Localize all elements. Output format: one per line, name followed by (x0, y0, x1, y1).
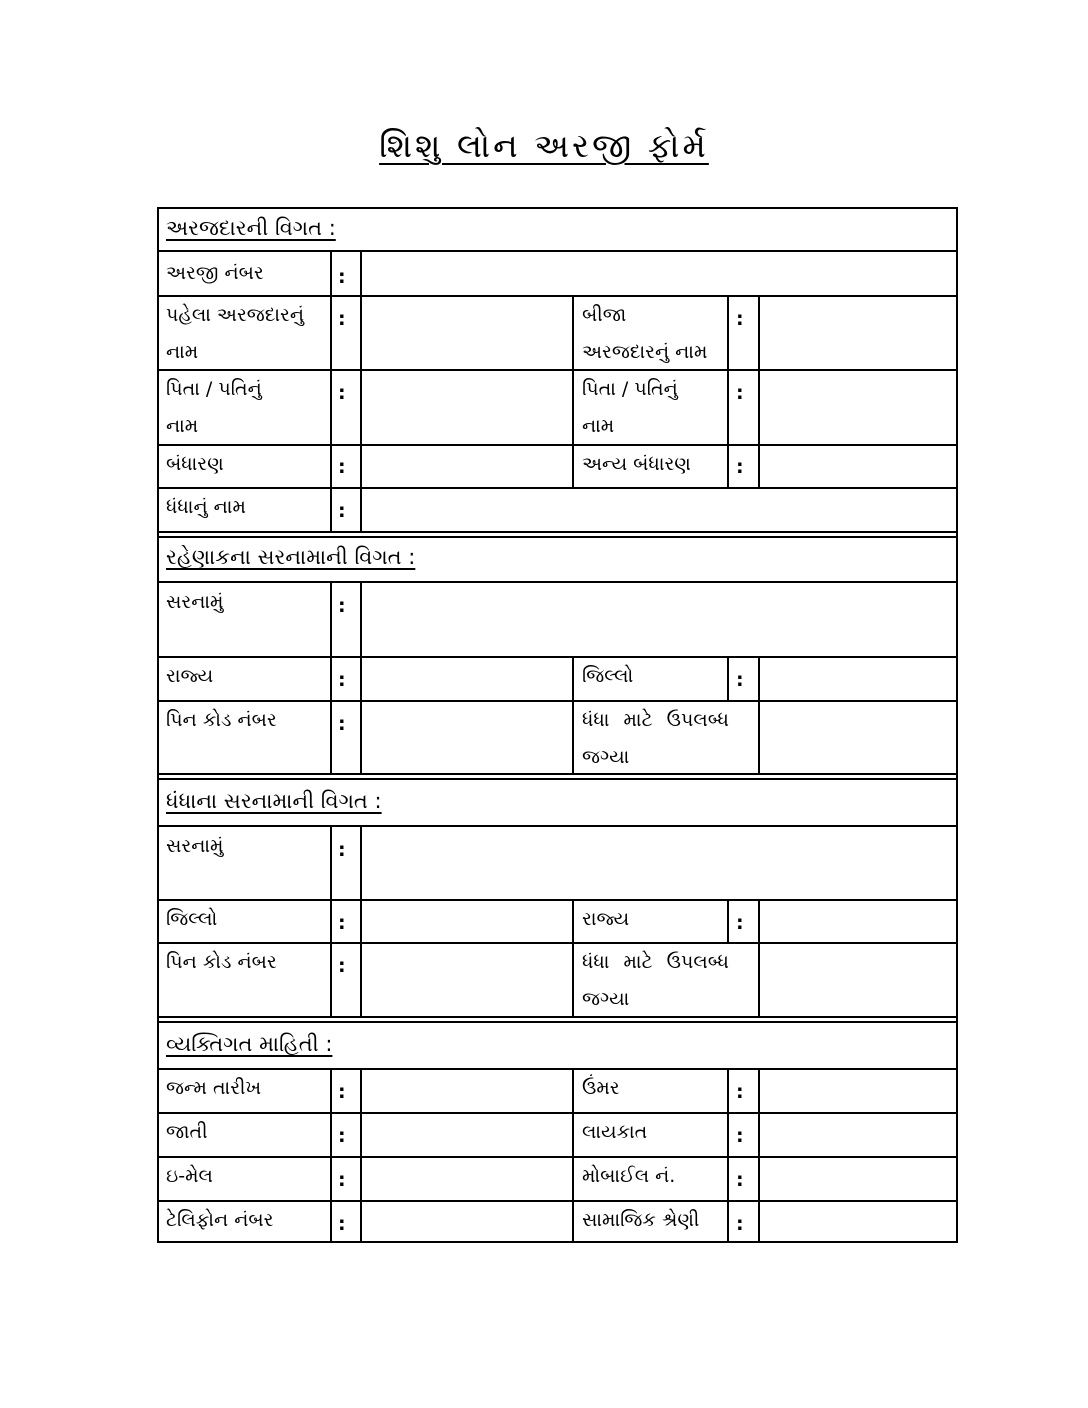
application-no-field[interactable] (362, 252, 956, 294)
label-social-category: સામાજિક શ્રેણી (582, 1209, 700, 1231)
label-second-applicant-name: બીજા અરજદારનું નામ (582, 304, 708, 363)
section-heading-residence: રહેણાકના સરનામાની વિગત : (166, 545, 416, 569)
colon: : (338, 1125, 346, 1147)
email-field[interactable] (362, 1158, 571, 1199)
colon: : (736, 1081, 744, 1103)
business-address-field[interactable] (362, 827, 956, 898)
form-title: શિશુ લોન અરજી ફોર્મ (379, 126, 709, 165)
colon: : (338, 839, 346, 861)
colon: : (736, 912, 744, 934)
colon: : (338, 1169, 346, 1191)
label-age: ઉંમર (582, 1077, 620, 1099)
label-residence-district: જિલ્લો (582, 665, 634, 687)
label-application-no: અરજી નંબર (166, 262, 264, 284)
business-place-field[interactable] (760, 944, 956, 1015)
colon: : (338, 595, 346, 617)
residence-address-field[interactable] (362, 583, 956, 655)
first-applicant-name-field[interactable] (362, 297, 571, 368)
residence-state-field[interactable] (362, 658, 571, 699)
constitution-field[interactable] (362, 446, 571, 486)
label-email: ઇ-મેલ (166, 1165, 213, 1187)
social-category-field[interactable] (760, 1202, 956, 1242)
telephone-field[interactable] (362, 1202, 571, 1242)
label-father-husband-name-1: પિતા / પતિનું નામ (166, 378, 262, 437)
colon: : (338, 308, 346, 330)
dob-field[interactable] (362, 1070, 571, 1111)
colon: : (338, 382, 346, 404)
colon: : (736, 308, 744, 330)
colon: : (736, 669, 744, 691)
label-business-address: સરનામું (166, 835, 224, 857)
label-mobile: મોબાઈલ નં. (582, 1165, 676, 1187)
colon: : (736, 382, 744, 404)
second-applicant-name-field[interactable] (760, 297, 956, 368)
business-district-field[interactable] (362, 901, 571, 941)
age-field[interactable] (760, 1070, 956, 1111)
colon: : (736, 1125, 744, 1147)
colon: : (338, 669, 346, 691)
colon: : (736, 1213, 744, 1235)
label-father-husband-name-2: પિતા / પતિનું નામ (582, 378, 678, 437)
colon: : (736, 456, 744, 478)
colon: : (338, 713, 346, 735)
label-business-pin: પિન કોડ નંબર (166, 951, 277, 973)
label-telephone: ટેલિફોન નંબર (166, 1209, 274, 1231)
label-first-applicant-name: પહેલા અરજદારનું નામ (166, 304, 304, 363)
label-residence-business-place: ધંધા માટે ઉપલબ્ધ જગ્યા (582, 709, 729, 768)
mobile-field[interactable] (760, 1158, 956, 1199)
label-business-district: જિલ્લો (166, 908, 218, 930)
caste-field[interactable] (362, 1114, 571, 1155)
colon: : (338, 1081, 346, 1103)
label-residence-address: સરનામું (166, 591, 224, 613)
label-dob: જન્મ તારીખ (166, 1077, 262, 1099)
section-heading-business: ધંધાના સરનામાની વિગત : (166, 789, 382, 813)
residence-pin-field[interactable] (362, 702, 571, 772)
father-husband-name-1-field[interactable] (362, 371, 571, 443)
business-name-field[interactable] (362, 489, 956, 530)
business-pin-field[interactable] (362, 944, 571, 1015)
label-residence-state: રાજ્ય (166, 665, 214, 687)
colon: : (338, 955, 346, 977)
qualification-field[interactable] (760, 1114, 956, 1155)
colon: : (338, 912, 346, 934)
other-constitution-field[interactable] (760, 446, 956, 486)
residence-district-field[interactable] (760, 658, 956, 699)
colon: : (338, 456, 346, 478)
residence-business-place-field[interactable] (760, 702, 956, 772)
section-heading-personal: વ્યક્તિગત માહિતી : (166, 1032, 333, 1056)
label-business-name: ધંધાનું નામ (166, 496, 246, 518)
father-husband-name-2-field[interactable] (760, 371, 956, 443)
label-other-constitution: અન્ય બંધારણ (582, 453, 691, 475)
label-constitution: બંધારણ (166, 453, 224, 475)
colon: : (338, 500, 346, 522)
colon: : (736, 1169, 744, 1191)
business-state-field[interactable] (760, 901, 956, 941)
colon: : (338, 1213, 346, 1235)
section-heading-applicant: અરજદારની વિગત : (166, 216, 336, 240)
label-business-state: રાજ્ય (582, 908, 630, 930)
label-qualification: લાયકાત (582, 1121, 648, 1143)
label-caste: જાતી (166, 1121, 208, 1143)
colon: : (338, 266, 346, 288)
label-residence-pin: પિન કોડ નંબર (166, 709, 277, 731)
label-business-place: ધંધા માટે ઉપલબ્ધ જગ્યા (582, 951, 729, 1010)
